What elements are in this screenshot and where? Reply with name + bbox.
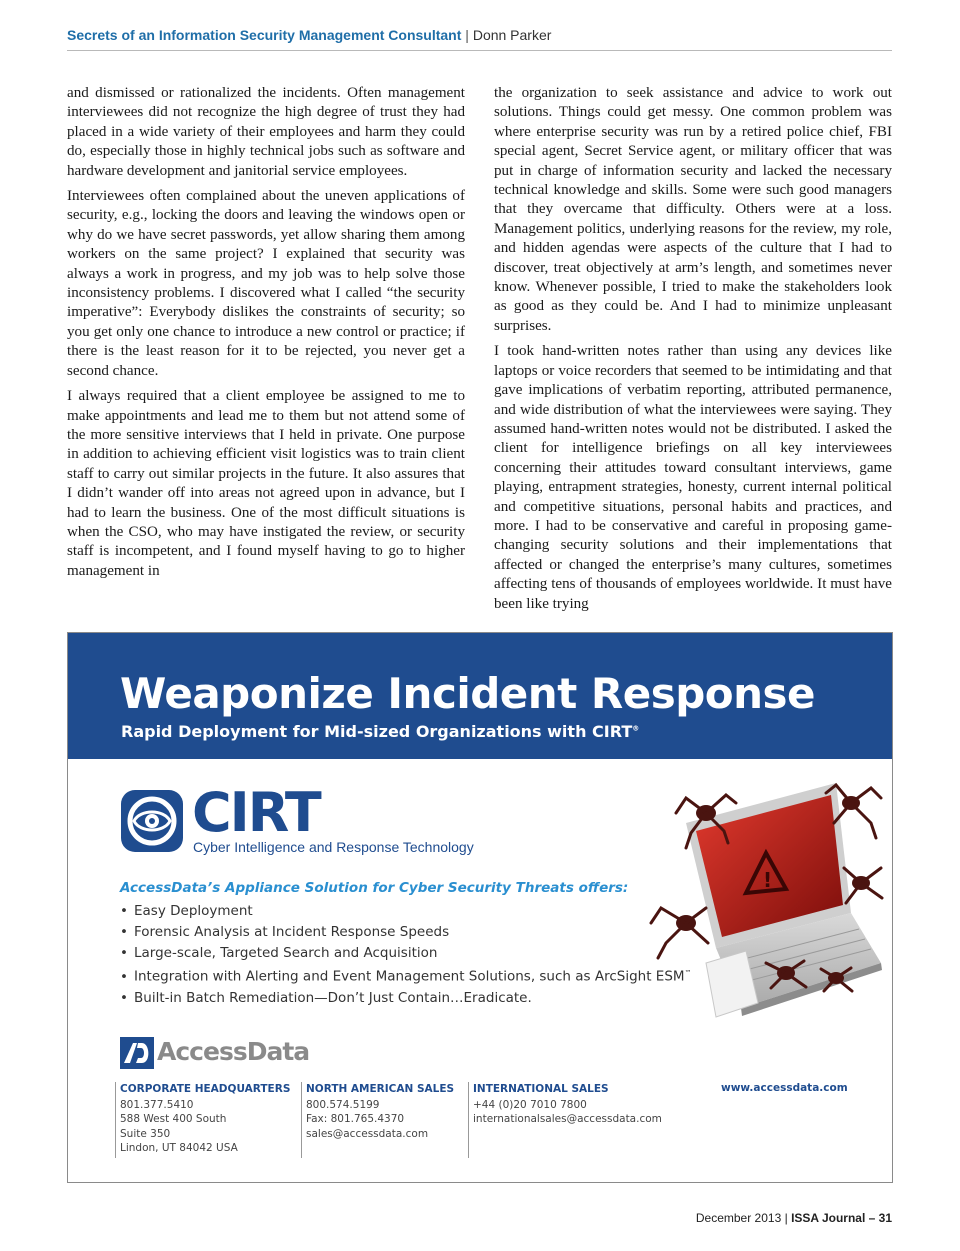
contact-line: 588 West 400 South: [120, 1113, 227, 1125]
journal-page: ISSA Journal – 31: [791, 1211, 892, 1225]
contact-north-american-sales: [301, 1082, 467, 1158]
list-item-text: Integration with Alerting and Event Management Solutions, such as ArcSight ESM: [134, 968, 685, 985]
contact-line: 800.574.5199: [306, 1098, 380, 1111]
cirt-logo-icon: [120, 789, 184, 853]
contact-line: Lindon, UT 84042 USA: [120, 1142, 238, 1154]
accessdata-wordmark: AccessData: [157, 1037, 310, 1066]
footer-separator: |: [784, 1211, 788, 1225]
ad-subhead: [121, 722, 639, 741]
list-item: • Easy Deployment: [120, 901, 692, 922]
publication-title: Secrets of an Information Security Management Consultant: [67, 27, 462, 43]
list-item: • Built-in Batch Remediation—Don’t Just Contain…Eradicate.: [120, 988, 692, 1009]
contact-line: sales@accessdata.com: [306, 1127, 429, 1140]
contact-line: internationalsales@accessdata.com: [473, 1113, 662, 1125]
paragraph: I always required that a client employee be assigned to me to make appointments and lead me to them but not attend some of the more sensitive interviews that I held in private. One purpose in addition to achieving efficient visit logistics was to train client staff to carry out similar projects in the future. It also assures that I didn’t wander off into areas not agreed upon in advance, but I had to learn the business. One of the most difficult situations is when the CSO, who may have instigated the review, or security staff is incompetent, and I found myself having to go to higher management in: [67, 388, 465, 579]
ad-headline: Weaponize Incident Response: [120, 669, 816, 718]
list-item: [120, 963, 692, 987]
trademark-mark: ™: [684, 969, 692, 978]
contact-line: Suite 350: [120, 1127, 171, 1140]
paragraph: the organization to seek assistance and advice to work out solutions. Things could get messy. One common problem was where enterprise security was run by a retired police chief, FBI special agent, Secret Service agent, or military officer that was put in charge of information security and lacked the necessary technical knowledge and skills. Some were such good managers that they overcame that difficulty. Others were at a loss. Management politics, underlying reasons for the review, my role, and hidden agendas were aspects of the culture that I had to discover, treat objectively at arm’s length, and sometimes never know. Whenever possible, I tried to make the stakeholders look as good as they could be. And I had to minimize unpleasant surprises.: [494, 85, 892, 334]
svg-text:!: !: [763, 868, 773, 892]
article-column-left: [67, 84, 465, 587]
page-footer: [560, 1211, 892, 1225]
list-item: • Large-scale, Targeted Search and Acquisition: [120, 943, 692, 964]
contact-headquarters: [115, 1082, 300, 1158]
contact-line: Fax: 801.765.4370: [306, 1113, 405, 1125]
issue-date: December 2013: [695, 1211, 782, 1225]
contact-heading: INTERNATIONAL SALES: [473, 1083, 609, 1095]
offers-list: [120, 901, 692, 1008]
article-column-right: [494, 84, 892, 620]
accessdata-logo-icon: [120, 1037, 154, 1069]
contact-heading: NORTH AMERICAN SALES: [306, 1083, 455, 1095]
contact-heading: CORPORATE HEADQUARTERS: [120, 1083, 291, 1095]
paragraph: and dismissed or rationalized the incidents. Often management interviewees did not recognize the high degree of trust they had placed in a wide variety of their employees and harm they could do, especially those in highly technical jobs such as software and hardware development and janitorial service employees.: [67, 85, 465, 179]
paragraph: I took hand-written notes rather than using any devices like laptops or voice recorders that seemed to be intimidating and that gave implications of verbatim reporting, attributed permanence, and wide distribution of what the interviewees were saying. They assumed hand-written notes would not be distributed. I asked the client for intelligence briefings on all key interviewees concerning their attitudes toward consultant interviews, game playing, entrapment strategies, honesty, current internal political and competitive situations, personal habits and practices, and more. I had to be conservative and careful in proposing game-changing security solutions and their implementations that affected or changed the enterprise’s many cultures, sometimes affecting tens of thousands of employees worldwide. It must have been like trying: [494, 343, 892, 612]
advertisement: [67, 632, 893, 1183]
author-name: Donn Parker: [472, 27, 552, 43]
contact-international-sales: [468, 1082, 718, 1158]
paragraph: Interviewees often complained about the uneven applications of security, e.g., locking the doors and leaving the windows open or why do we have secret passwords, yet allow sharing them among workers on the same project? I explained that security was always a work in progress, and my job was to help solve those inconsistency problems. I discovered what I called “the security imperative”: Everybody dislikes the constraints of security; so you get only one chance to introduce a new control or practice; if there is the least reason for it to be rejected, you never get a second chance.: [67, 188, 465, 379]
list-item: • Forensic Analysis at Incident Response Speeds: [120, 922, 692, 943]
contact-line: +44 (0)20 7010 7800: [473, 1098, 587, 1111]
registered-mark: ®: [632, 724, 640, 733]
cirt-wordmark: CIRT: [192, 781, 320, 844]
header-separator: |: [465, 27, 469, 43]
offers-title: AccessData’s Appliance Solution for Cyber Security Threats offers:: [120, 880, 629, 896]
website-link[interactable]: www.accessdata.com: [721, 1082, 848, 1094]
running-head: [67, 27, 892, 51]
laptop-spider-illustration: [646, 773, 886, 1023]
ad-banner: [68, 633, 892, 759]
cirt-tagline: Cyber Intelligence and Response Technology: [193, 839, 474, 855]
ad-subhead-text: Rapid Deployment for Mid-sized Organizations with CIRT: [121, 722, 633, 741]
contact-line: 801.377.5410: [120, 1098, 194, 1111]
